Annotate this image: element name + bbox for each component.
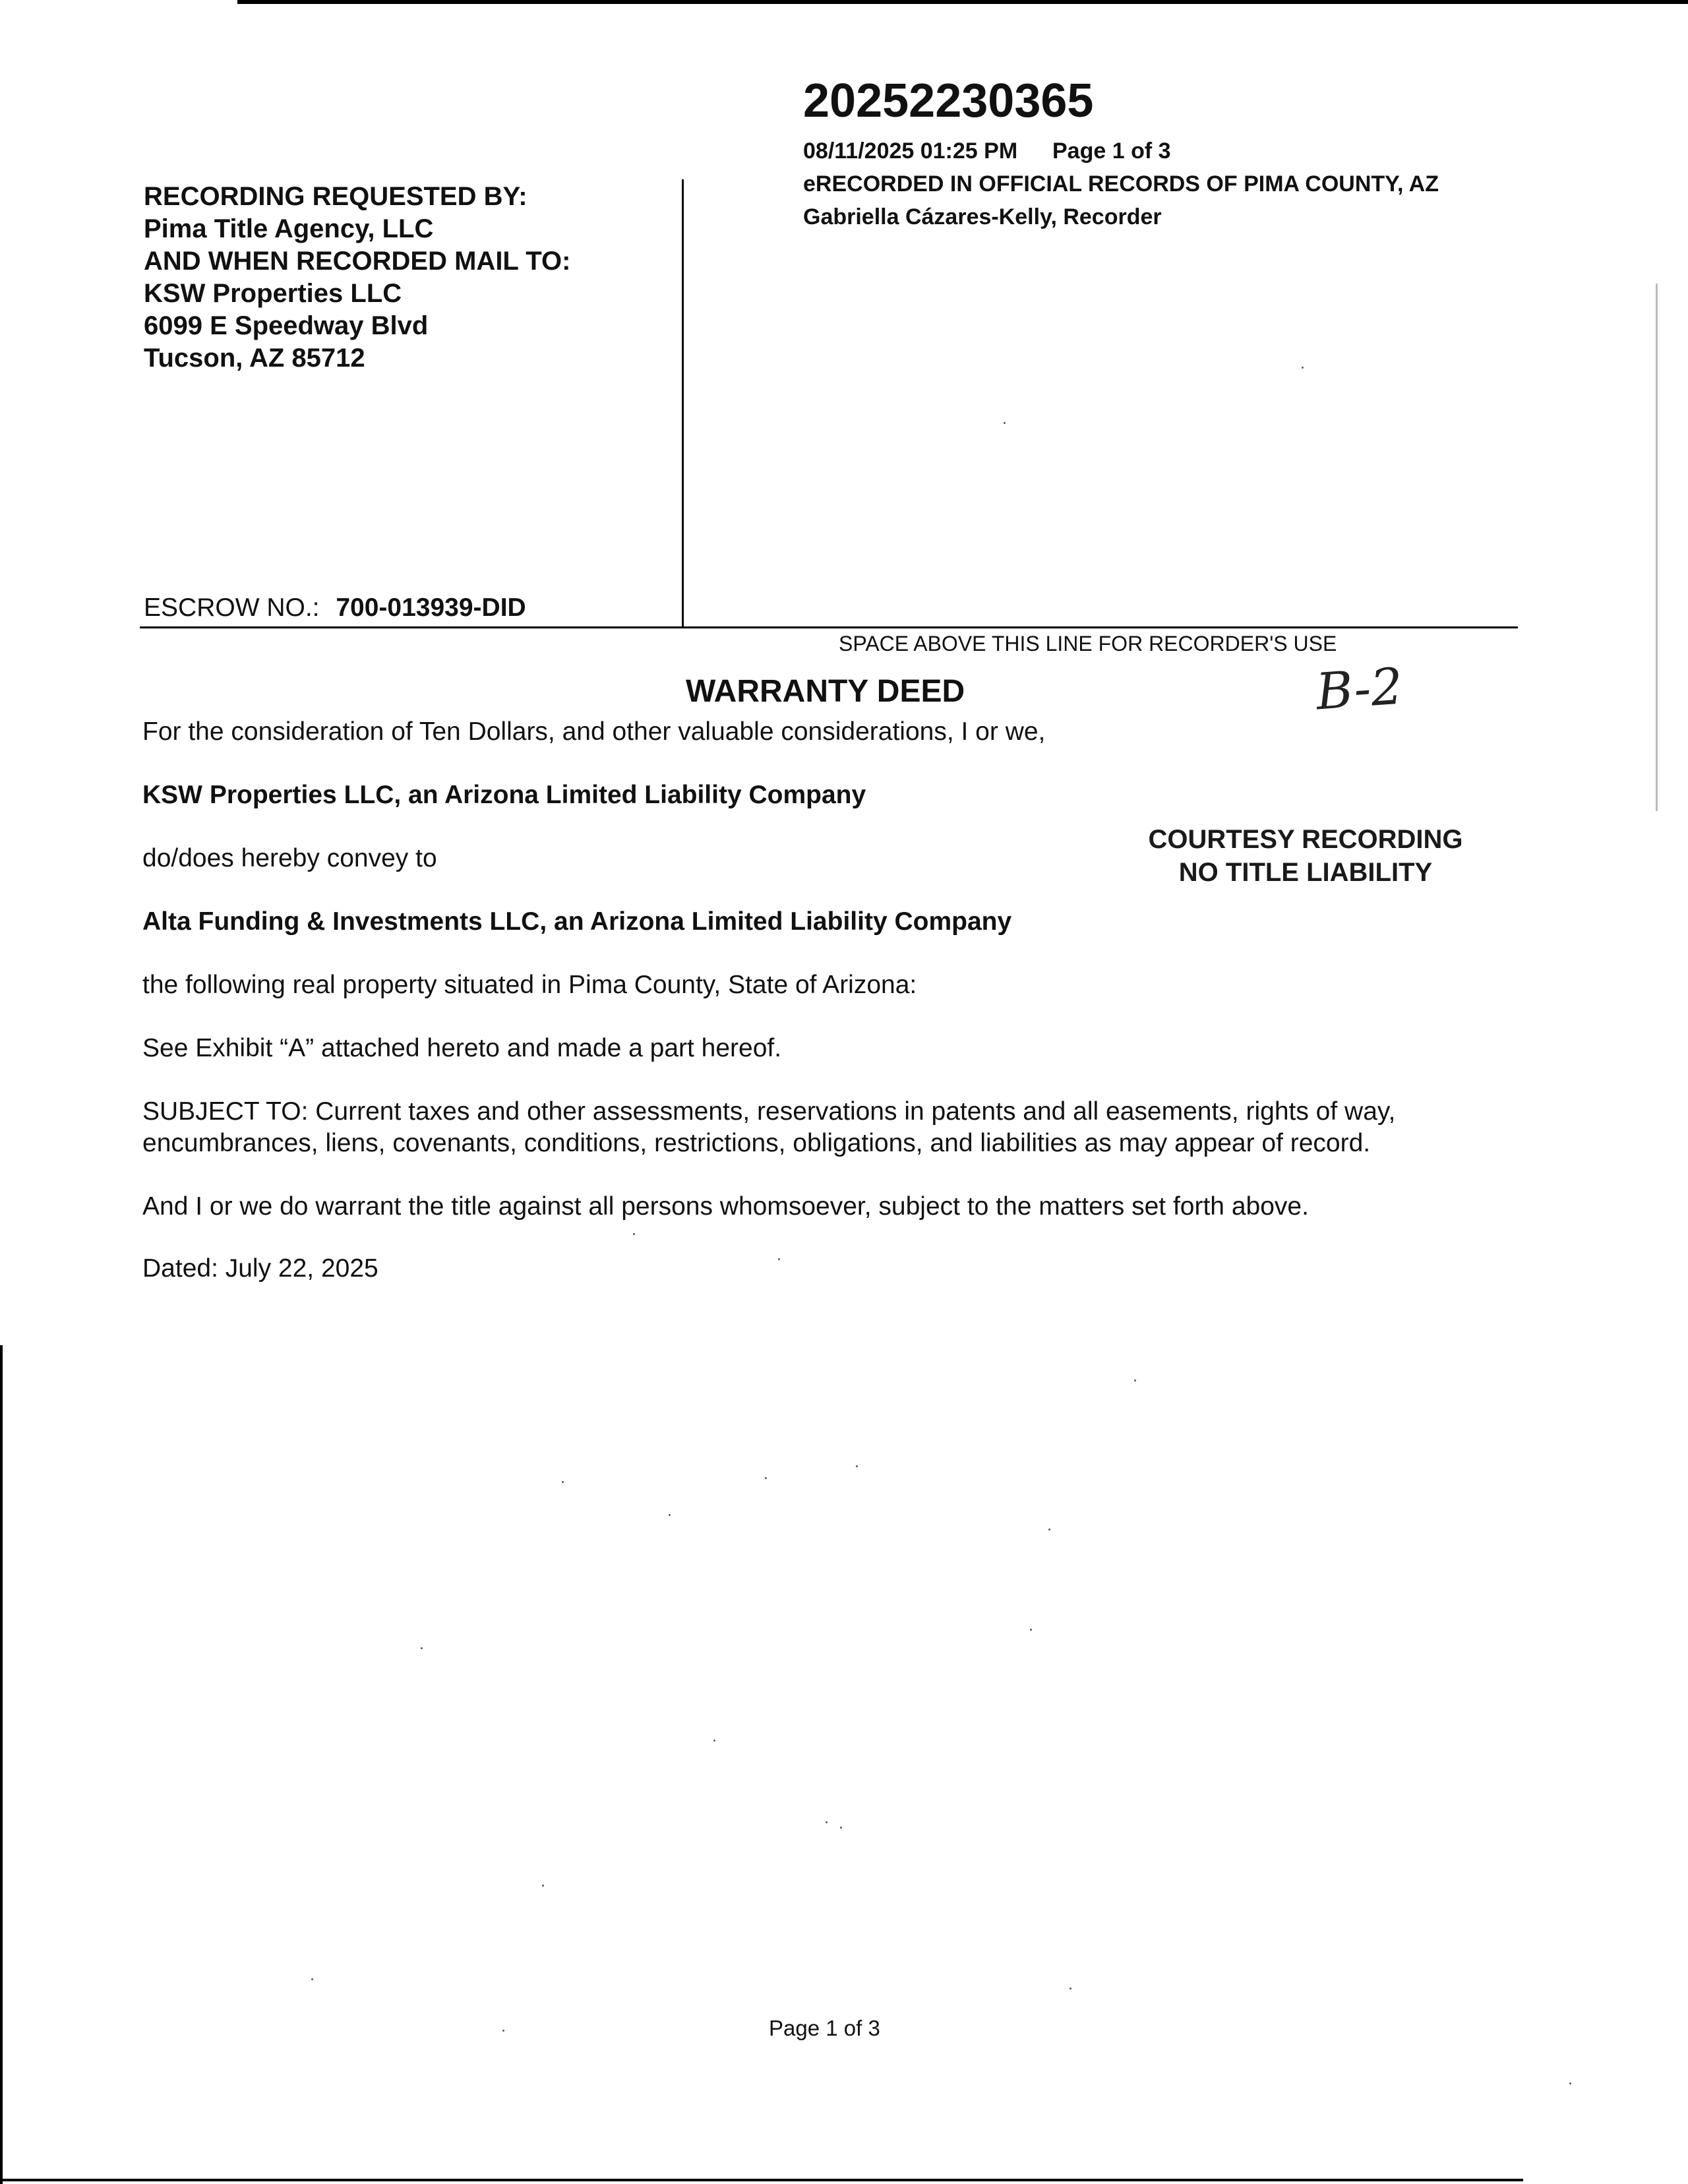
- recorder-space-note: SPACE ABOVE THIS LINE FOR RECORDER'S USE: [839, 632, 1337, 655]
- recorder-space-line: [140, 626, 1518, 628]
- requester-line-3: AND WHEN RECORDED MAIL TO:: [144, 247, 571, 276]
- document-number: 20252230365: [803, 75, 1094, 127]
- grantor-name: KSW Properties LLC, an Arizona Limited Liability Company: [142, 781, 866, 809]
- scan-speck: [765, 1477, 767, 1479]
- scan-speck: [1048, 1529, 1050, 1531]
- header-vertical-divider: [682, 179, 684, 626]
- scan-speck: [421, 1647, 423, 1649]
- scan-speck: [669, 1514, 671, 1516]
- scan-speck: [633, 1233, 635, 1235]
- scan-speck: [1070, 1987, 1071, 1989]
- left-border-line: [0, 1345, 3, 2184]
- scan-speck: [1302, 367, 1304, 369]
- scan-speck: [778, 1258, 780, 1260]
- recorder-name-line: Gabriella Cázares-Kelly, Recorder: [803, 204, 1162, 229]
- handwritten-mark: B-2: [1314, 656, 1405, 721]
- right-edge-mark: [1656, 284, 1658, 811]
- scan-speck: [826, 1821, 828, 1823]
- exhibit-text: See Exhibit “A” attached hereto and made a part hereof.: [142, 1034, 782, 1062]
- escrow-label: ESCROW NO.:: [144, 593, 320, 622]
- escrow-number: 700-013939-DID: [336, 593, 526, 622]
- requester-line-6: Tucson, AZ 85712: [144, 344, 365, 373]
- requester-line-2: Pima Title Agency, LLC: [144, 214, 434, 243]
- scan-speck: [856, 1465, 858, 1467]
- recording-office-line: eRECORDED IN OFFICIAL RECORDS OF PIMA COUNTY, AZ: [803, 171, 1439, 197]
- property-text: the following real property situated in Pima County, State of Arizona:: [142, 971, 917, 999]
- footer-page-label: Page 1 of 3: [769, 2016, 880, 2040]
- grantee-name: Alta Funding & Investments LLC, an Arizona Limited Liability Company: [142, 907, 1012, 936]
- scan-speck: [502, 2030, 504, 2032]
- recording-page-info: Page 1 of 3: [1052, 138, 1171, 164]
- convey-text: do/does hereby convey to: [142, 844, 437, 872]
- scan-speck: [713, 1740, 715, 1742]
- warrant-text: And I or we do warrant the title against all persons whomsoever, subject to the matters set forth above.: [142, 1192, 1309, 1221]
- courtesy-stamp: [1134, 823, 1477, 889]
- scan-speck: [840, 1827, 842, 1829]
- requester-block: [144, 181, 570, 375]
- scan-speck: [562, 1481, 564, 1483]
- stamp-line-2: NO TITLE LIABILITY: [1178, 858, 1433, 887]
- subject-to-line-2: encumbrances, liens, covenants, conditions, restrictions, obligations, and liabilities as may appear of record.: [142, 1129, 1371, 1157]
- deed-title: WARRANTY DEED: [686, 674, 965, 709]
- bottom-border-line: [0, 2179, 1523, 2181]
- requester-line-5: 6099 E Speedway Blvd: [144, 311, 429, 340]
- scan-speck: [311, 1978, 313, 1980]
- stamp-line-1: COURTESY RECORDING: [1148, 825, 1463, 854]
- requester-line-4: KSW Properties LLC: [144, 279, 402, 308]
- top-border-line: [237, 0, 1688, 4]
- scan-speck: [1004, 422, 1006, 424]
- scan-speck: [1134, 1380, 1136, 1381]
- scan-speck: [542, 1885, 544, 1887]
- requester-line-1: RECORDING REQUESTED BY:: [144, 182, 528, 211]
- escrow-row: [144, 592, 526, 624]
- dated-line: Dated: July 22, 2025: [142, 1254, 378, 1283]
- subject-to-line-1: SUBJECT TO: Current taxes and other assessments, reservations in patents and all easements, rights of way,: [142, 1097, 1396, 1126]
- scan-speck: [1569, 2082, 1571, 2084]
- consideration-text: For the consideration of Ten Dollars, and other valuable considerations, I or we,: [142, 717, 1046, 746]
- scan-speck: [1030, 1629, 1032, 1631]
- recording-date-time: 08/11/2025 01:25 PM: [803, 138, 1018, 164]
